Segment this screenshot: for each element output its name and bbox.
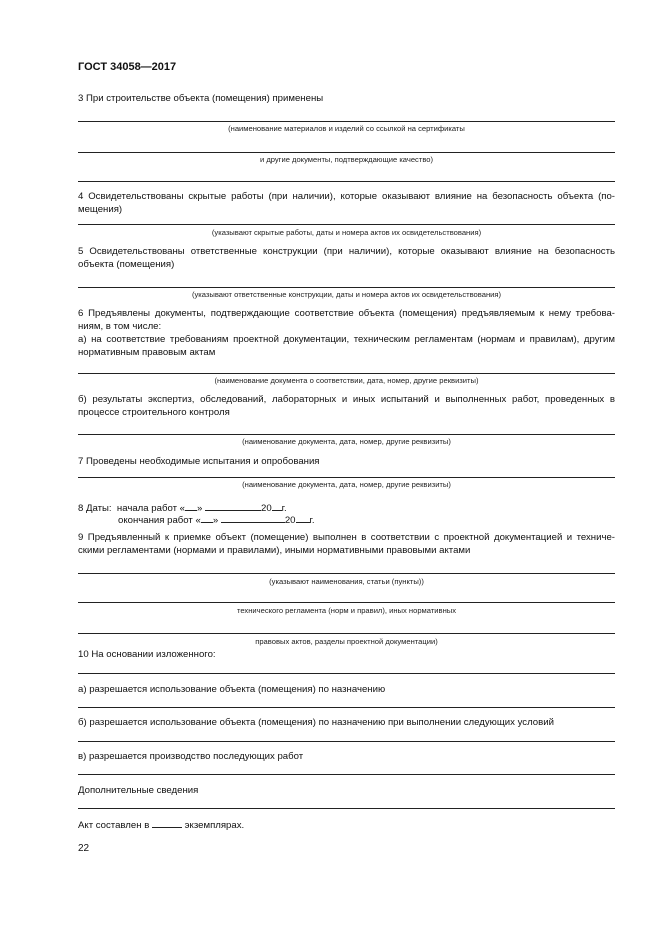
fill-line xyxy=(78,707,615,708)
dates-label: 8 Даты: xyxy=(78,503,112,514)
section-10a-text: а) разрешается использование объекта (помещения) по назначению xyxy=(78,684,386,695)
fill-line xyxy=(78,373,615,374)
section-10-text: 10 На основании изложенного: xyxy=(78,649,216,660)
fill-line xyxy=(78,434,615,435)
section-6b-text: б) результаты экспертиз, обследований, лабораторных и иных испытаний и выполненных работ, проведенных в процессе строительного контроля xyxy=(78,394,615,418)
end-date-prefix: окончания работ « xyxy=(118,515,201,526)
fill-line xyxy=(78,181,615,182)
section-6-text: 6 Предъявлены документы, подтверждающие соответствие объекта (помещения) предъявляемым к нему требова-ниям, в том числе: xyxy=(78,308,615,332)
section-9-text: 9 Предъявленный к приемке объект (помещение) выполнен в соответствии с проектной документацией и техниче-скими регламентами (нормами и правилами), иными нормативными правовыми актами xyxy=(78,532,615,556)
section-5-text: 5 Освидетельствованы ответственные конструкции (при наличии), которые оказывают влияние на безопасность объекта (помещения) xyxy=(78,246,615,270)
section-4-text: 4 Освидетельствованы скрытые работы (при наличии), которые оказывают влияние на безопасность объекта (по-мещения) xyxy=(78,191,615,215)
fill-line xyxy=(78,673,615,674)
fill-line xyxy=(78,477,615,478)
caption-materials: (наименование материалов и изделий со ссылкой на сертификаты xyxy=(228,124,465,133)
caption-project-sections: правовых актов, разделы проектной документации) xyxy=(255,637,438,646)
caption-structures: (указывают ответственные конструкции, даты и номера актов их освидетельствования) xyxy=(191,290,502,299)
additional-info-label: Дополнительные сведения xyxy=(78,785,199,796)
fill-line xyxy=(78,602,615,603)
document-header: ГОСТ 34058—2017 xyxy=(78,61,177,73)
section-8-end-date: окончания работ « » 20 г. xyxy=(118,515,315,526)
fill-line xyxy=(78,633,615,634)
start-day-field[interactable] xyxy=(185,501,197,511)
section-10b-text: б) разрешается использование объекта (помещения) по назначению при выполнении следующих условий xyxy=(78,717,554,728)
start-year-field[interactable] xyxy=(272,501,282,511)
caption-tech-regulation: технического регламента (норм и правил), иных нормативных xyxy=(236,606,457,615)
section-7-text: 7 Проведены необходимые испытания и опробования xyxy=(78,456,320,467)
fill-line xyxy=(78,741,615,742)
end-year-field[interactable] xyxy=(296,513,310,523)
fill-line xyxy=(78,121,615,122)
caption-quality-docs: и другие документы, подтверждающие качество) xyxy=(259,155,434,164)
fill-line xyxy=(78,152,615,153)
caption-articles: (указывают наименования, статьи (пункты)) xyxy=(269,577,424,586)
act-copies-line xyxy=(78,818,615,832)
caption-tests-document: (наименование документа, дата, номер, другие реквизиты) xyxy=(242,480,451,489)
caption-conformity-doc: (наименование документа о соответствии, дата, номер, другие реквизиты) xyxy=(214,376,479,385)
section-8-start-date: 8 Даты: начала работ « » 20 г. xyxy=(78,503,287,514)
start-date-prefix: начала работ « xyxy=(116,503,185,514)
section-10c-text: в) разрешается производство последующих работ xyxy=(78,751,304,762)
fill-line xyxy=(78,774,615,775)
act-prefix: Акт составлен в xyxy=(78,820,150,831)
section-6a-text: а) на соответствие требованиям проектной документации, техническим регламентам (нормам и правилам), другим нормативным правовым актам xyxy=(78,334,615,358)
copies-count-field[interactable] xyxy=(152,818,182,828)
caption-hidden-works: (указывают скрытые работы, даты и номера актов их освидетельствования) xyxy=(211,228,482,237)
fill-line xyxy=(78,224,615,225)
fill-line xyxy=(78,573,615,574)
fill-line xyxy=(78,808,615,809)
act-suffix: экземплярах. xyxy=(184,820,245,831)
page-number: 22 xyxy=(78,843,90,854)
start-month-field[interactable] xyxy=(205,501,261,511)
fill-line xyxy=(78,287,615,288)
section-3-text: 3 При строительстве объекта (помещения) применены xyxy=(78,93,324,104)
caption-document-requisites: (наименование документа, дата, номер, другие реквизиты) xyxy=(242,437,451,446)
end-month-field[interactable] xyxy=(221,513,285,523)
end-day-field[interactable] xyxy=(201,513,213,523)
